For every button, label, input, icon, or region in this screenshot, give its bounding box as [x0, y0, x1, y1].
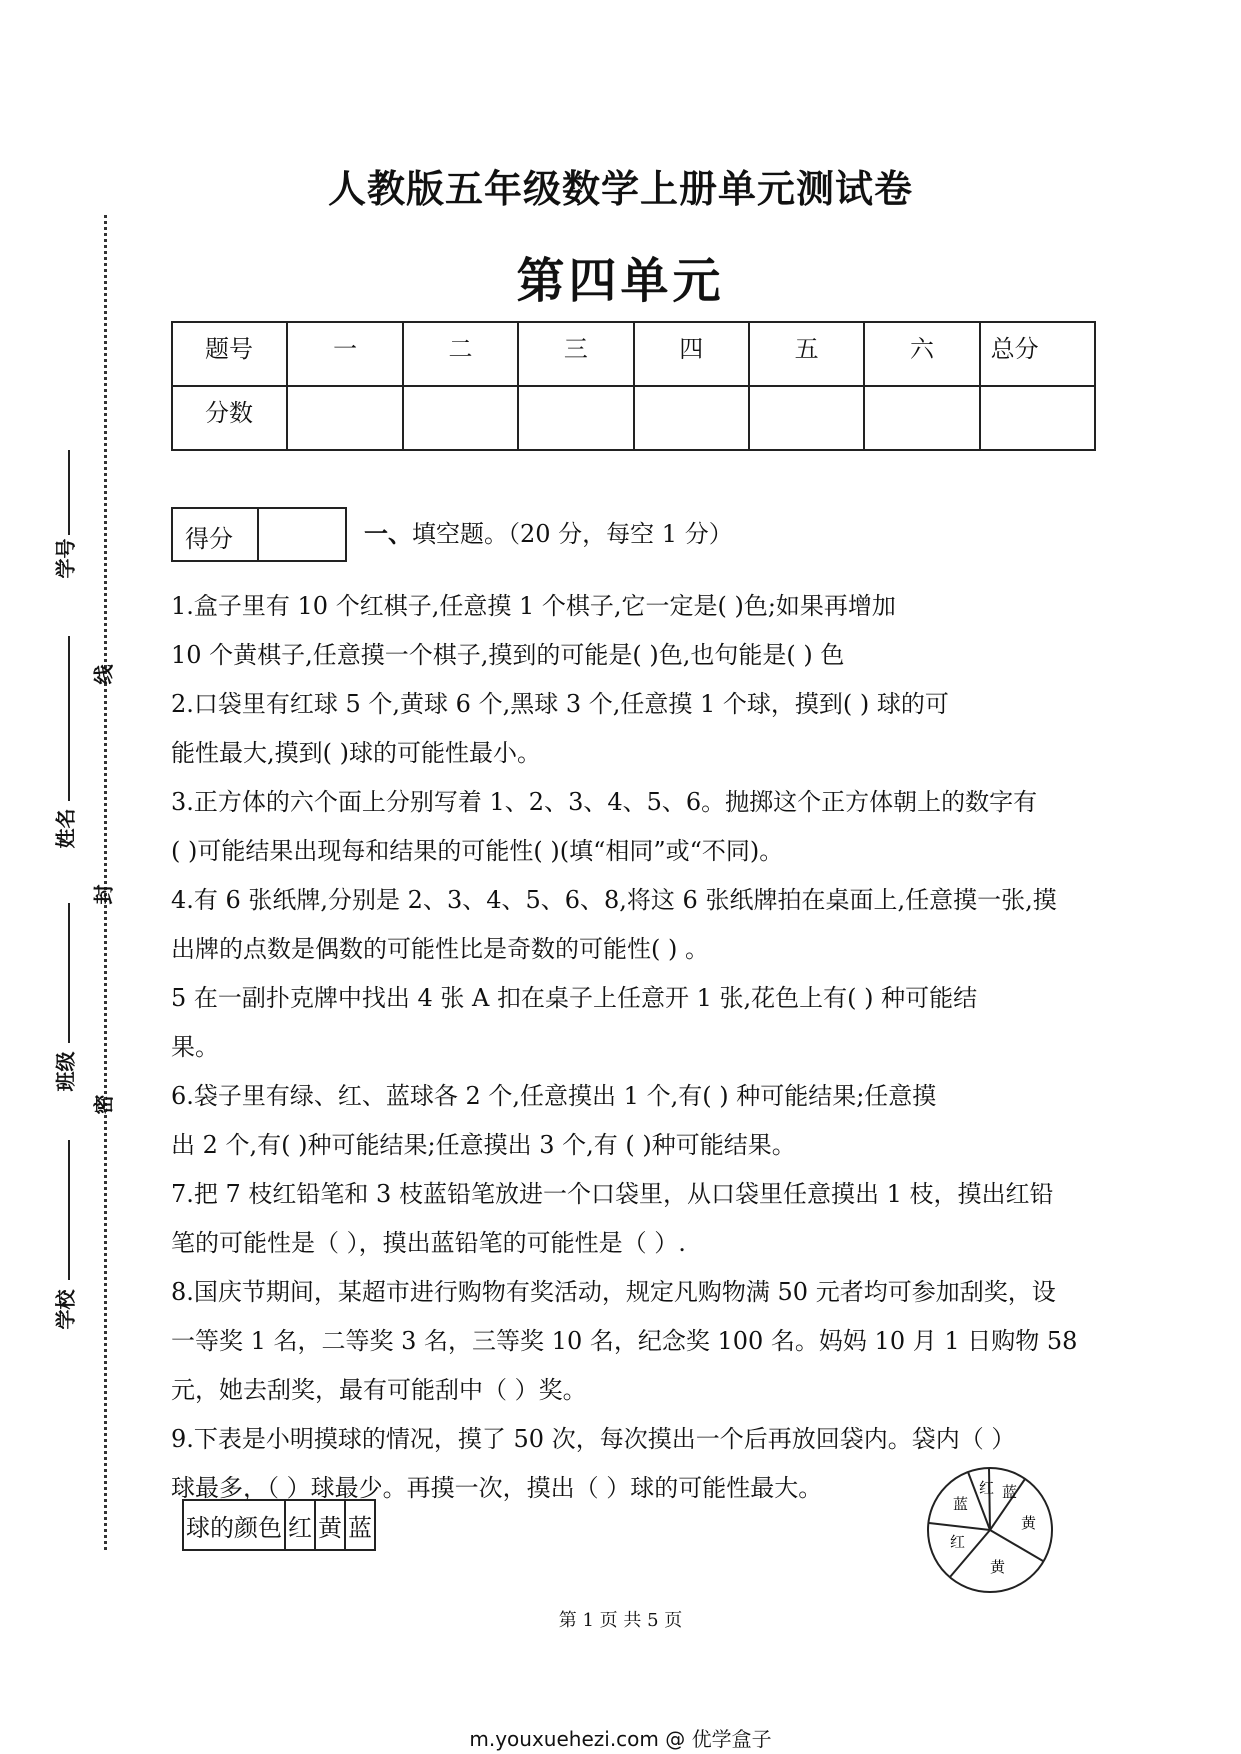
- question-line: 10 个黄棋子,任意摸一个棋子,摸到的可能是( )色,也句能是( ) 色: [171, 641, 845, 669]
- ball-table-cell: 红: [285, 1500, 315, 1550]
- question-line: 8.国庆节期间，某超市进行购物有奖活动，规定凡购物满 50 元者均可参加刮奖，设: [171, 1278, 1056, 1306]
- score-header-cell: 四: [634, 322, 749, 386]
- unit-title: 第四单元: [516, 253, 725, 309]
- banji-fill-line: [68, 903, 70, 1043]
- section-number: 一、: [364, 519, 412, 548]
- ball-table-cell: 蓝: [345, 1500, 375, 1550]
- side-mark-xian: 线: [91, 664, 116, 685]
- question-line: 一等奖 1 名，二等奖 3 名，三等奖 10 名，纪念奖 100 名。妈妈 10 月 1 日购物 58: [171, 1327, 1078, 1355]
- ball-color-table: [182, 1499, 376, 1551]
- score-header-cell: 五: [749, 322, 864, 386]
- ball-table-cell: 黄: [315, 1500, 345, 1550]
- score-header-cell: 二: [403, 322, 518, 386]
- pie-slice-label: 蓝: [953, 1495, 969, 1513]
- question-line: 果。: [171, 1033, 219, 1061]
- question-line: 4.有 6 张纸牌,分别是 2、3、4、5、6、8,将这 6 张纸牌拍在桌面上,任意摸一张,摸: [171, 886, 1057, 914]
- score-header-cell: 题号: [172, 322, 287, 386]
- side-label-banji: 班级: [53, 1051, 78, 1092]
- question-line: 3.正方体的六个面上分别写着 1、2、3、4、5、6。抛掷这个正方体朝上的数字有: [171, 788, 1038, 816]
- pie-slice-label: 蓝: [1002, 1483, 1018, 1501]
- defen-box: [171, 507, 347, 562]
- defen-score-cell[interactable]: [259, 509, 345, 560]
- question-line: 球最多，（ ）球最少。再摸一次，摸出（ ）球的可能性最大。: [171, 1474, 823, 1502]
- pie-divider: [990, 1530, 1043, 1561]
- score-row-label: 分数: [172, 386, 287, 450]
- score-cell[interactable]: [864, 386, 979, 450]
- pie-divider: [929, 1523, 990, 1530]
- score-table: [171, 321, 1096, 451]
- question-line: 2.口袋里有红球 5 个,黄球 6 个,黑球 3 个,任意摸 1 个球，摸到( ) 球的可: [171, 690, 949, 718]
- pie-slice-label: 黄: [990, 1558, 1006, 1576]
- ball-table-header: 球的颜色: [183, 1500, 285, 1550]
- side-label-xuexiao: 学校: [53, 1289, 78, 1330]
- xuexiao-fill-line: [68, 1140, 70, 1280]
- score-cell[interactable]: [749, 386, 864, 450]
- page-footer: 第 1 页 共 5 页: [558, 1610, 683, 1631]
- binding-dotted-line: [104, 215, 107, 1550]
- score-cell[interactable]: [980, 386, 1095, 450]
- side-label-xingming: 姓名: [53, 808, 78, 849]
- side-mark-mi: 密: [91, 1094, 116, 1115]
- score-header-cell: 总分: [980, 322, 1095, 386]
- section-heading: [364, 514, 733, 549]
- score-cell[interactable]: [634, 386, 749, 450]
- xuehao-fill-line: [68, 450, 70, 535]
- question-line: ( )可能结果出现每和结果的可能性( )(填“相同”或“不同)。: [171, 837, 784, 865]
- question-line: 元，她去刮奖，最有可能刮中（ ）奖。: [171, 1376, 587, 1404]
- pie-slice-label: 黄: [1021, 1514, 1037, 1532]
- question-line: 出 2 个,有( )种可能结果;任意摸出 3 个,有 ( )种可能结果。: [171, 1131, 796, 1159]
- xingming-fill-line: [68, 636, 70, 801]
- question-line: 5 在一副扑克牌中找出 4 张 A 扣在桌子上任意开 1 张,花色上有( ) 种可能结: [171, 984, 978, 1012]
- pie-divider: [989, 1468, 990, 1530]
- question-line: 6.袋子里有绿、红、蓝球各 2 个,任意摸出 1 个,有( ) 种可能结果;任意摸: [171, 1082, 937, 1110]
- question-line: 能性最大,摸到( )球的可能性最小。: [171, 739, 541, 767]
- side-label-xuehao: 学号: [53, 538, 78, 579]
- score-cell[interactable]: [518, 386, 633, 450]
- score-table-score-row: [172, 386, 1095, 450]
- score-table-header-row: [172, 322, 1095, 386]
- question-line: 1.盒子里有 10 个红棋子,任意摸 1 个棋子,它一定是( )色;如果再增加: [171, 592, 896, 620]
- question-line: 9.下表是小明摸球的情况，摸了 50 次，每次摸出一个后再放回袋内。袋内（ ）: [171, 1425, 1016, 1453]
- question-line: 出牌的点数是偶数的可能性比是奇数的可能性( ) 。: [171, 935, 709, 963]
- pie-slice-label: 红: [979, 1479, 995, 1497]
- page-title: 人教版五年级数学上册单元测试卷: [327, 166, 913, 211]
- pie-slice-label: 红: [950, 1533, 966, 1551]
- watermark: m.youxuehezi.com @ 优学盒子: [469, 1727, 772, 1751]
- question-line: 7.把 7 枝红铅笔和 3 枝蓝铅笔放进一个口袋里，从口袋里任意摸出 1 枝，摸出红铅: [171, 1180, 1054, 1208]
- score-cell[interactable]: [287, 386, 402, 450]
- section-title: 填空题。（20 分，每空 1 分）: [412, 520, 733, 548]
- score-header-cell: 一: [287, 322, 402, 386]
- side-mark-feng: 封: [91, 884, 116, 905]
- score-header-cell: 三: [518, 322, 633, 386]
- defen-label: 得分: [173, 509, 259, 560]
- score-cell[interactable]: [403, 386, 518, 450]
- score-header-cell: 六: [864, 322, 979, 386]
- question-line: 笔的可能性是（ ），摸出蓝铅笔的可能性是（ ）.: [171, 1229, 686, 1257]
- spinner-pie-diagram: [925, 1465, 1055, 1595]
